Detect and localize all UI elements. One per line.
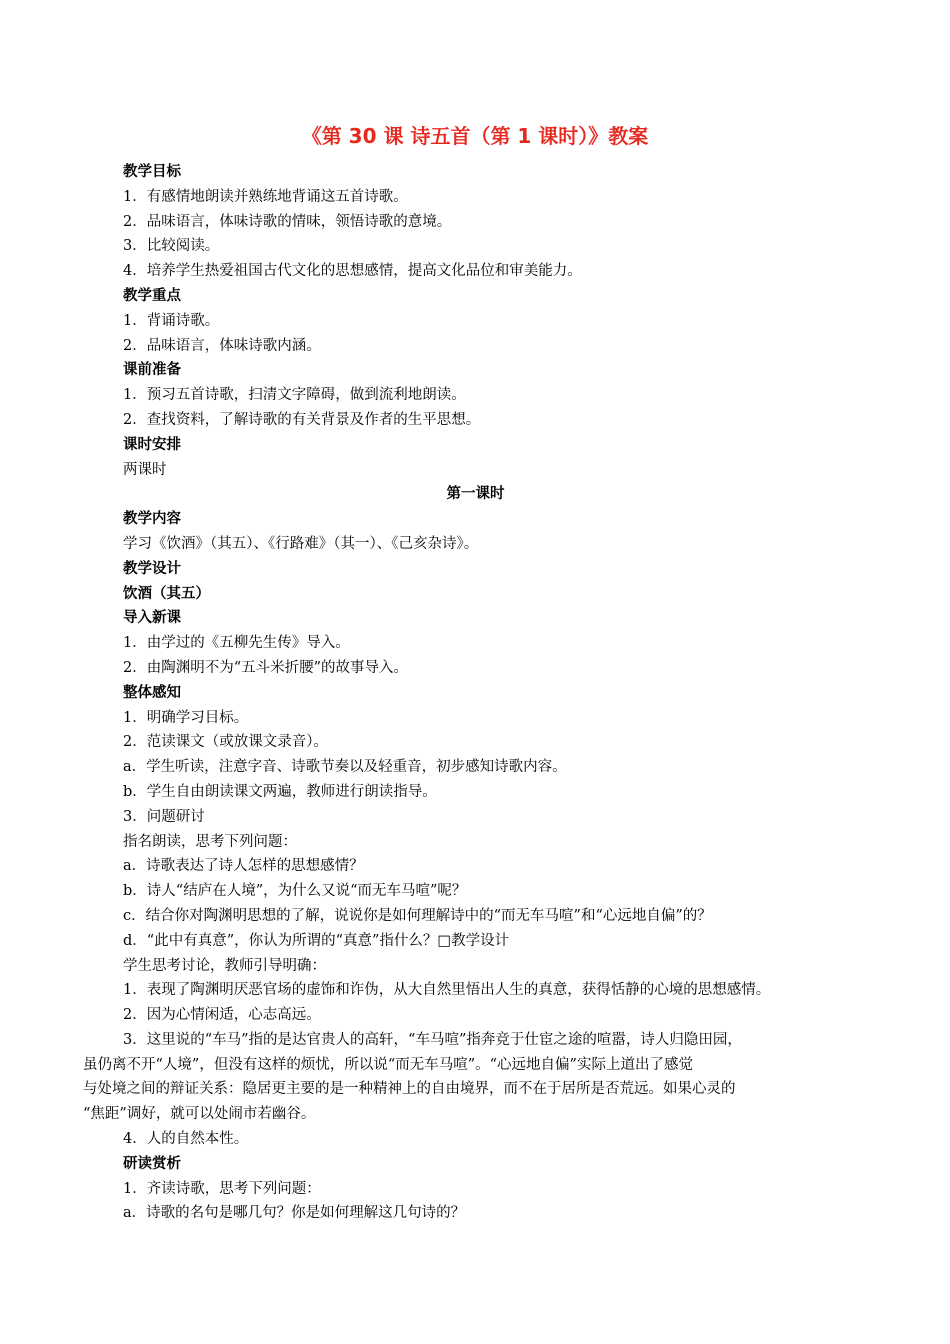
answer-3-paragraph: [83, 1028, 868, 1127]
text-line: 学生思考讨论，教师引导明确：: [123, 957, 326, 974]
question-a: a．诗歌表达了诗人怎样的思想感情？: [123, 858, 364, 875]
text-line: 1．预习五首诗歌，扫清文字障碍，做到流利地朗读。: [123, 387, 466, 404]
text-line: 1．明确学习目标。: [123, 709, 249, 726]
heading-overall-perception: 整体感知: [123, 684, 181, 701]
heading-schedule: 课时安排: [123, 436, 181, 453]
answer-1: 1．表现了陶渊明厌恶官场的虚饰和诈伪，从大自然里悟出人生的真意，获得恬静的心境的思想感情。: [123, 982, 771, 999]
text-line: b．学生自由朗读课文两遍，教师进行朗读指导。: [123, 783, 437, 800]
answer-4: 4．人的自然本性。: [123, 1131, 249, 1148]
text-line: 2．范读课文（或放课文录音）。: [123, 734, 328, 751]
text-line: 1．有感情地朗读并熟练地背诵这五首诗歌。: [123, 188, 408, 205]
text-line: 1．齐读诗歌，思考下列问题：: [123, 1180, 321, 1197]
heading-teaching-goals: 教学目标: [123, 164, 181, 180]
text-line: 2．品味语言，体味诗歌内涵。: [123, 337, 321, 354]
heading-poem-title: 饮酒（其五）: [123, 585, 210, 602]
text-line: 4．培养学生热爱祖国古代文化的思想感情，提高文化品位和审美能力。: [123, 263, 582, 280]
heading-preparation: 课前准备: [123, 362, 181, 379]
paragraph-line: 与处境之间的辩证关系：隐居更主要的是一种精神上的自由境界，而不在于居所是否荒远。如果心灵的: [83, 1081, 736, 1098]
text-line: 1．由学过的《五柳先生传》导入。: [123, 635, 350, 652]
question-d: d．“此中有真意”，你认为所谓的“真意”指什么？□教学设计: [123, 932, 510, 949]
text-line: 2．品味语言，体味诗歌的情味，领悟诗歌的意境。: [123, 213, 452, 230]
heading-introduction: 导入新课: [123, 610, 181, 627]
text-line: a．学生听读，注意字音、诗歌节奏以及轻重音，初步感知诗歌内容。: [123, 759, 567, 776]
text-line: 指名朗读，思考下列问题：: [123, 833, 297, 850]
text-line: 3．比较阅读。: [123, 238, 220, 255]
heading-content: 教学内容: [123, 511, 181, 528]
text-line: a．诗歌的名句是哪几句？你是如何理解这几句诗的？: [123, 1205, 466, 1222]
question-c: c．结合你对陶渊明思想的了解，说说你是如何理解诗中的“而无车马喧”和“心远地自偏”的？: [123, 907, 712, 924]
heading-design: 教学设计: [123, 560, 181, 577]
heading-teaching-focus: 教学重点: [123, 287, 181, 304]
question-b: b．诗人“结庐在人境”，为什么又说“而无车马喧”呢？: [123, 883, 467, 900]
paragraph-line: 虽仍离不开“人境”，但没有这样的烦忧，所以说“而无车马喧”。“心远地自偏”实际上道出了感觉: [83, 1056, 693, 1073]
paragraph-line: 3．这里说的“车马”指的是达官贵人的高轩，“车马喧”指奔竞于仕宦之途的喧嚣，诗人归隐田园，: [123, 1031, 742, 1048]
text-line: 学习《饮酒》（其五）、《行路难》（其一）、《己亥杂诗》。: [123, 535, 479, 552]
text-line: 2．查找资料，了解诗歌的有关背景及作者的生平思想。: [123, 411, 481, 428]
heading-study-appreciation: 研读赏析: [123, 1155, 181, 1172]
heading-first-lesson: 第一课时: [446, 486, 505, 503]
paragraph-line: “焦距”调好，就可以处闹市若幽谷。: [83, 1106, 316, 1123]
text-line: 2．由陶渊明不为“五斗米折腰”的故事导入。: [123, 659, 409, 676]
document-body: [83, 160, 868, 1226]
text-line: 3．问题研讨: [123, 808, 205, 825]
answer-2: 2．因为心情闲适，心志高远。: [123, 1007, 321, 1024]
text-line: 1．背诵诗歌。: [123, 312, 220, 329]
text-line: 两课时: [123, 461, 167, 478]
document-title: 《第 30 课 诗五首（第 1 课时）》教案: [301, 124, 649, 148]
